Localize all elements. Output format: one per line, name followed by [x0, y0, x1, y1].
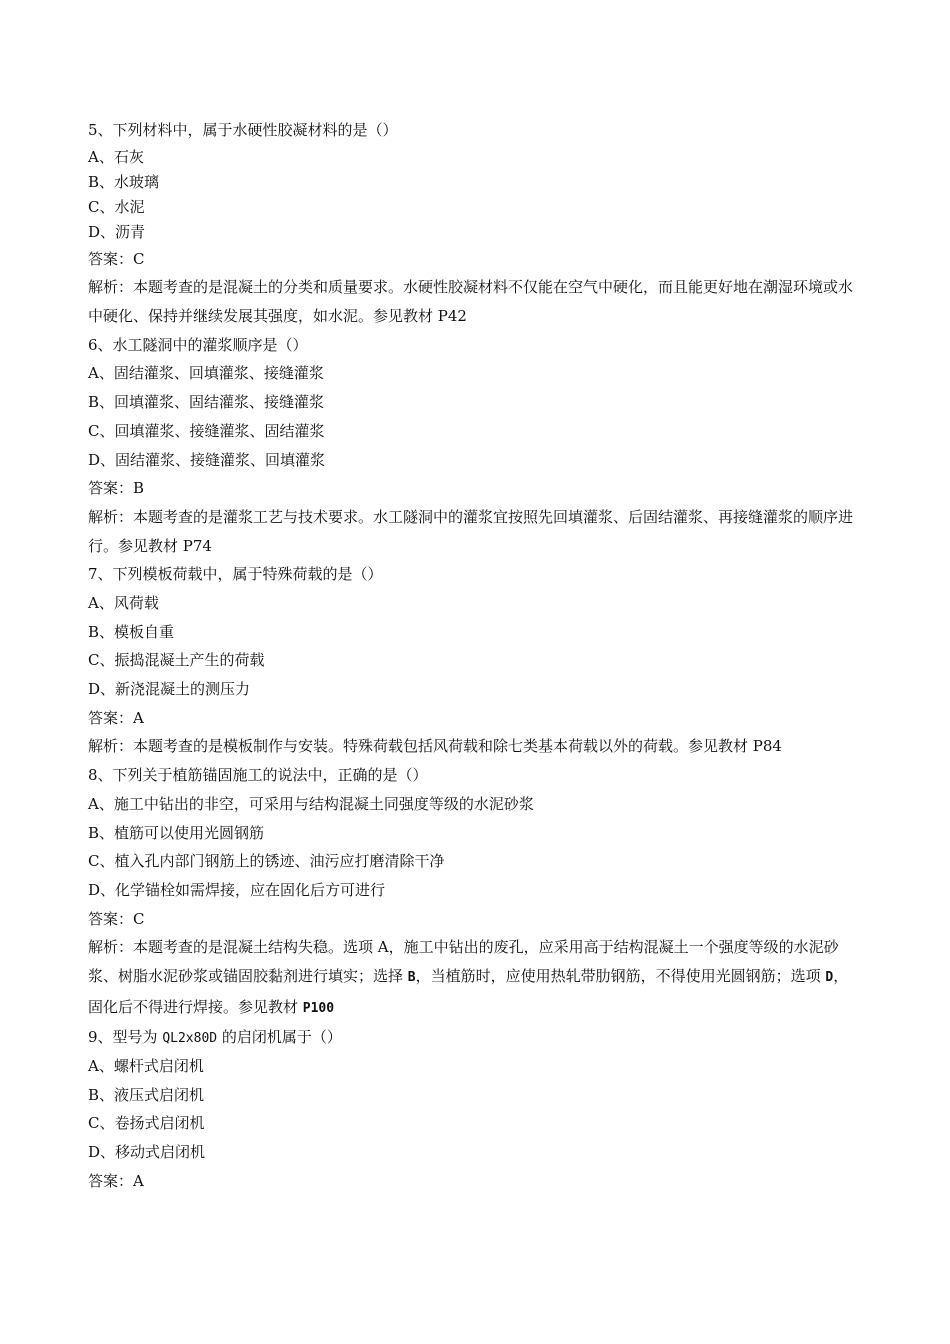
- question-8-option-d: D、化学锚栓如需焊接，应在固化后方可进行: [88, 880, 386, 899]
- question-7-option-a: A、风荷载: [88, 594, 159, 612]
- analysis-text: ，固化后不得进行焊接。参见教材: [88, 966, 849, 1016]
- analysis-bold-option: D: [825, 969, 834, 985]
- analysis-text: 解析：本题考查的是混凝土结构失稳。选项 A，施工中钻出的废孔，应采用高于结构混凝土一个强度等级的水泥砂浆、树脂水泥砂浆或锚固胶黏剂进行填实；选择: [88, 938, 839, 985]
- question-6-analysis: 解析：本题考查的是灌浆工艺与技术要求。水工隧洞中的灌浆宜按照先回填灌浆、后固结灌浆、再接缝灌浆的顺序进行。参见教材 P74: [88, 507, 854, 555]
- question-8-option-a: A、施工中钻出的非空，可采用与结构混凝土同强度等级的水泥砂浆: [88, 794, 534, 813]
- stem-text: 的启闭机属于（）: [217, 1028, 342, 1047]
- question-8-stem: 8、下列关于植筋锚固施工的说法中，正确的是（）: [88, 766, 428, 785]
- question-6-option-b: B、回填灌浆、固结灌浆、接缝灌浆: [88, 393, 325, 412]
- question-7-answer: 答案：A: [88, 708, 144, 727]
- analysis-bold-option: B: [407, 969, 416, 985]
- question-6-answer: 答案：B: [88, 479, 145, 498]
- question-8-analysis: [88, 933, 863, 1023]
- question-5-option-c: C、水泥: [88, 197, 145, 216]
- question-9-option-c: C、卷扬式启闭机: [88, 1114, 205, 1133]
- question-7-option-b: B、模板自重: [88, 622, 175, 641]
- question-5-option-d: D、沥青: [88, 222, 146, 241]
- question-5-stem: 5、下列材料中，属于水硬性胶凝材料的是（）: [88, 121, 398, 139]
- stem-text: 9、型号为: [88, 1028, 163, 1047]
- question-9-answer: 答案：A: [88, 1171, 144, 1190]
- question-9-stem: [88, 1023, 863, 1052]
- question-7-option-c: C、振捣混凝土产生的荷载: [88, 651, 265, 670]
- model-number: QL2x80D: [162, 1031, 218, 1047]
- question-8-answer: 答案：C: [88, 909, 145, 928]
- question-7-analysis: 解析：本题考查的是模板制作与安装。特殊荷载包括风荷载和除七类基本荷载以外的荷载。参见教材 P84: [88, 737, 782, 756]
- question-6-stem: 6、水工隧洞中的灌浆顺序是（）: [88, 335, 308, 354]
- question-9-option-b: B、液压式启闭机: [88, 1085, 205, 1104]
- question-7-stem: 7、下列模板荷载中，属于特殊荷载的是（）: [88, 565, 383, 584]
- question-6-option-d: D、固结灌浆、接缝灌浆、回填灌浆: [88, 450, 326, 469]
- question-5-answer: 答案：C: [88, 249, 145, 268]
- question-8-option-c: C、植入孔内部门钢筋上的锈迹、油污应打磨清除干净: [88, 852, 445, 871]
- document-page: [88, 116, 863, 1196]
- question-5-option-a: A、石灰: [88, 147, 144, 166]
- analysis-text: ，当植筋时，应使用热轧带肋钢筋，不得使用光圆钢筋；选项: [415, 966, 826, 985]
- question-9-option-d: D、移动式启闭机: [88, 1143, 206, 1162]
- question-9-option-a: A、螺杆式启闭机: [88, 1057, 204, 1076]
- question-6-option-a: A、固结灌浆、回填灌浆、接缝灌浆: [88, 364, 324, 383]
- question-8-option-b: B、植筋可以使用光圆钢筋: [88, 823, 265, 842]
- question-6-option-c: C、回填灌浆、接缝灌浆、固结灌浆: [88, 421, 325, 440]
- question-7-option-d: D、新浇混凝土的测压力: [88, 680, 251, 699]
- question-5-option-b: B、水玻璃: [88, 172, 160, 191]
- analysis-bold-page: P100: [302, 1000, 335, 1016]
- question-5-analysis: 解析：本题考查的是混凝土的分类和质量要求。水硬性胶凝材料不仅能在空气中硬化，而且能更好地在潮湿环境或水中硬化、保持并继续发展其强度，如水泥。参见教材 P42: [88, 278, 854, 326]
